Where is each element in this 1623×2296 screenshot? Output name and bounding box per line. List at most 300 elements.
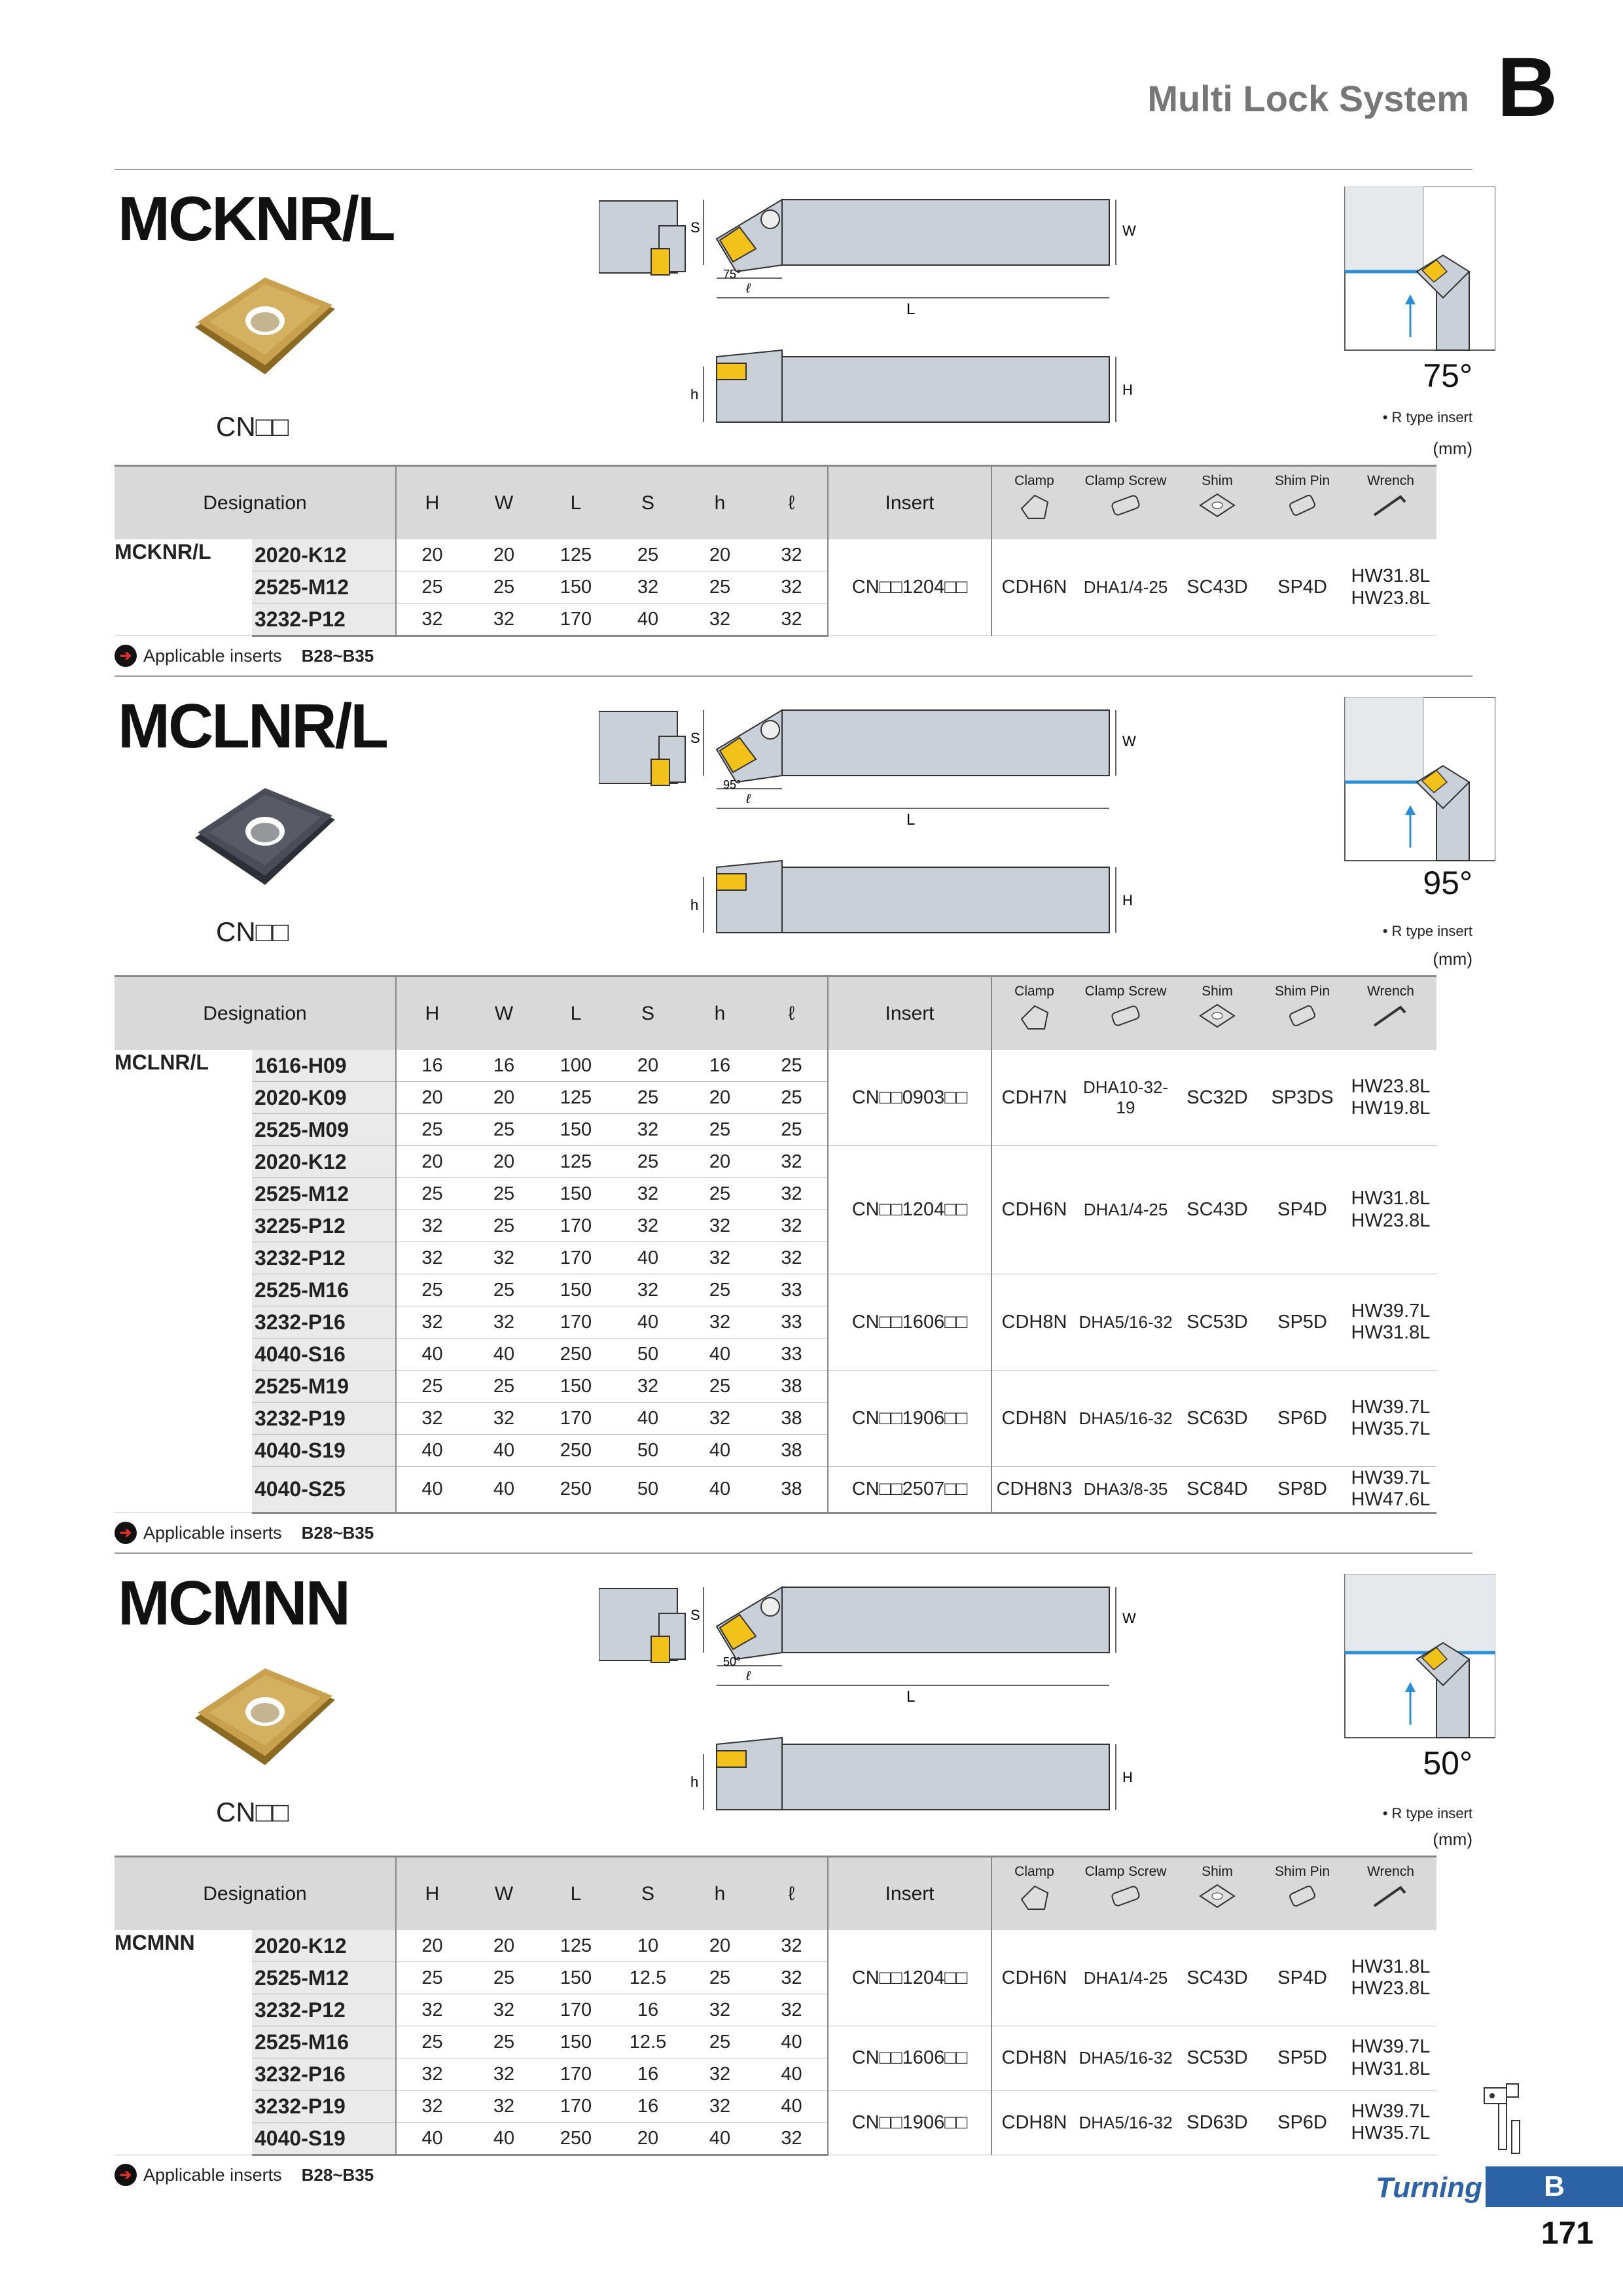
dim-cell: 25 <box>468 1962 540 1994</box>
table-row <box>115 1371 1436 1403</box>
col-S: S <box>612 466 684 540</box>
dim-cell: 32 <box>756 603 828 636</box>
clamp-cell: CDH7N <box>991 1050 1077 1146</box>
dim-cell: 25 <box>612 1146 684 1178</box>
dim-cell: 32 <box>396 603 468 636</box>
applicable-inserts-link[interactable] <box>115 645 374 667</box>
wrench-1: HW39.7L <box>1351 2036 1431 2058</box>
dim-cell: 25 <box>468 1178 540 1210</box>
designation-code: 2525-M19 <box>252 1371 396 1403</box>
wrench-1: HW39.7L <box>1351 1396 1431 1418</box>
applicable-inserts-link[interactable] <box>115 1522 374 1544</box>
dim-cell: 40 <box>612 1242 684 1274</box>
dim-cell: 20 <box>684 1930 756 1962</box>
col-W: W <box>468 466 540 540</box>
dim-cell: 25 <box>396 1178 468 1210</box>
clamp-screw-cell: DHA5/16-32 <box>1077 1274 1175 1371</box>
dim-cell: 25 <box>684 571 756 603</box>
designation-code: 3232-P16 <box>252 1306 396 1338</box>
tool-dimension-drawing <box>599 697 1495 962</box>
dim-cell: 25 <box>612 1082 684 1114</box>
designation-code: 3225-P12 <box>252 1210 396 1242</box>
dim-cell: 32 <box>684 1403 756 1435</box>
designation-code: 2020-K09 <box>252 1082 396 1114</box>
wrench-cell <box>1345 1050 1436 1146</box>
spec-table <box>115 975 1436 1514</box>
wrench-1: HW39.7L <box>1351 2100 1431 2122</box>
col-shim <box>1175 466 1260 540</box>
clamp-cell: CDH8N <box>991 2026 1077 2090</box>
clamp-cell: CDH8N <box>991 1371 1077 1467</box>
dim-cell: 25 <box>468 1114 540 1146</box>
dim-cell: 32 <box>468 1403 540 1435</box>
insert-cell: CN□□1906□□ <box>828 2090 991 2155</box>
dim-cell: 16 <box>396 1050 468 1082</box>
dim-cell: 25 <box>684 1962 756 1994</box>
dim-cell: 25 <box>396 1962 468 1994</box>
fig-label-hh: H <box>1122 382 1133 398</box>
dim-cell: 25 <box>468 2026 540 2058</box>
designation-code: 4040-S16 <box>252 1338 396 1371</box>
dim-cell: 20 <box>396 1930 468 1962</box>
clamp-screw-cell: DHA10-32-19 <box>1077 1050 1175 1146</box>
fig-label-h: h <box>690 386 699 403</box>
approach-angle: 95° <box>1423 865 1472 901</box>
col-L: L <box>540 1857 612 1931</box>
col-h: h <box>684 466 756 540</box>
col-label: Clamp Screw <box>1084 473 1167 488</box>
col-label: Clamp <box>1014 473 1054 488</box>
spec-table <box>115 465 1436 637</box>
dim-cell: 20 <box>684 1146 756 1178</box>
section-divider <box>115 169 1472 170</box>
shim-pin-icon <box>1260 489 1344 526</box>
dim-cell: 40 <box>756 2058 828 2090</box>
dim-cell: 50 <box>612 1467 684 1513</box>
dim-cell: 33 <box>756 1338 828 1371</box>
col-insert: Insert <box>828 977 991 1050</box>
table-row <box>115 539 1436 571</box>
col-label: Clamp <box>1014 984 1054 999</box>
wrench-2: HW35.7L <box>1351 2123 1431 2144</box>
wrench-1: HW31.8L <box>1351 1188 1431 1210</box>
insert-code: CN□□ <box>216 916 289 947</box>
col-L: L <box>540 977 612 1050</box>
dim-cell: 125 <box>540 1146 612 1178</box>
shim-cell: SC53D <box>1175 2026 1260 2090</box>
dim-cell: 250 <box>540 1435 612 1467</box>
wrench-1: HW23.8L <box>1351 1075 1431 1097</box>
dim-cell: 32 <box>468 1994 540 2026</box>
wrench-2: HW47.6L <box>1351 1489 1431 1511</box>
shim-pin-cell: SP4D <box>1260 1146 1345 1274</box>
dim-cell: 40 <box>612 1306 684 1338</box>
fig-label-angle: 95° <box>723 778 741 791</box>
col-label: Wrench <box>1367 473 1414 488</box>
dim-cell: 32 <box>396 1403 468 1435</box>
wrench-1: HW39.7L <box>1351 1300 1431 1321</box>
dim-cell: 16 <box>684 1050 756 1082</box>
dim-cell: 32 <box>396 1994 468 2026</box>
designation-code: 4040-S25 <box>252 1467 396 1513</box>
shim-pin-cell: SP6D <box>1260 1371 1345 1467</box>
turning-tool-icon <box>1479 2081 1551 2160</box>
dim-cell: 20 <box>468 1146 540 1178</box>
footer-tab[interactable]: B <box>1486 2166 1623 2207</box>
col-H: H <box>396 466 468 540</box>
shim-pin-cell: SP6D <box>1260 2090 1345 2155</box>
col-h: h <box>684 1857 756 1931</box>
spec-table <box>115 1856 1436 2156</box>
col-clamp <box>991 977 1077 1050</box>
dim-cell: 170 <box>540 1403 612 1435</box>
section-title: MCMNN <box>118 1568 349 1638</box>
col-shim-pin <box>1260 1857 1345 1931</box>
col-clamp <box>991 1857 1077 1931</box>
applicable-label: Applicable inserts <box>143 645 282 666</box>
applicable-inserts-link[interactable] <box>115 2164 374 2186</box>
dim-cell: 16 <box>468 1050 540 1082</box>
clamp-screw-cell: DHA1/4-25 <box>1077 1930 1175 2026</box>
col-wrench <box>1345 466 1436 540</box>
fig-label-hh: H <box>1122 1769 1133 1785</box>
col-H: H <box>396 1857 468 1931</box>
dim-cell: 150 <box>540 1114 612 1146</box>
dim-cell: 20 <box>468 1082 540 1114</box>
shim-pin-cell: SP5D <box>1260 2026 1345 2090</box>
r-type-note: • R type insert <box>1382 923 1472 939</box>
fig-label-h: h <box>690 1774 699 1790</box>
wrench-cell <box>1345 539 1436 636</box>
shim-pin-icon <box>1260 999 1344 1036</box>
wrench-2: HW23.8L <box>1351 587 1431 609</box>
designation-code: 2525-M16 <box>252 1274 396 1306</box>
dim-cell: 12.5 <box>612 1962 684 1994</box>
dim-cell: 16 <box>612 1994 684 2026</box>
fig-label-lsmall: ℓ <box>746 1669 751 1683</box>
dim-cell: 100 <box>540 1050 612 1082</box>
col-label: Wrench <box>1367 1864 1414 1879</box>
dim-cell: 25 <box>468 1274 540 1306</box>
designation-code: 3232-P16 <box>252 2058 396 2090</box>
dim-cell: 32 <box>612 1371 684 1403</box>
table-row <box>115 1467 1436 1513</box>
dim-cell: 20 <box>468 1930 540 1962</box>
dim-cell: 40 <box>612 603 684 636</box>
dim-cell: 32 <box>684 1242 756 1274</box>
fig-label-l: L <box>906 811 916 829</box>
dim-cell: 20 <box>468 539 540 571</box>
dim-cell: 20 <box>684 539 756 571</box>
dim-cell: 150 <box>540 571 612 603</box>
dim-cell: 32 <box>612 1274 684 1306</box>
applicable-ref: B28~B35 <box>301 1522 374 1543</box>
shim-pin-icon <box>1260 1880 1344 1916</box>
dim-cell: 40 <box>468 1467 540 1513</box>
clamp-screw-icon <box>1077 1880 1174 1916</box>
dim-cell: 40 <box>396 1338 468 1371</box>
clamp-cell: CDH6N <box>991 539 1077 636</box>
dim-cell: 25 <box>396 1274 468 1306</box>
dim-cell: 170 <box>540 603 612 636</box>
designation-code: 1616-H09 <box>252 1050 396 1082</box>
dim-cell: 20 <box>396 1082 468 1114</box>
dim-cell: 50 <box>612 1338 684 1371</box>
designation-code: 2525-M12 <box>252 1178 396 1210</box>
fig-label-w: W <box>1122 1610 1136 1626</box>
designation-code: 3232-P12 <box>252 603 396 636</box>
dim-cell: 32 <box>396 2090 468 2123</box>
table-row <box>115 2026 1436 2058</box>
col-l: ℓ <box>756 977 828 1050</box>
dim-cell: 16 <box>612 2090 684 2123</box>
dim-cell: 125 <box>540 539 612 571</box>
dim-cell: 25 <box>396 2026 468 2058</box>
shim-icon <box>1175 999 1259 1036</box>
table-row <box>115 1274 1436 1306</box>
col-clamp-screw <box>1077 466 1175 540</box>
r-type-note: • R type insert <box>1382 409 1472 425</box>
col-wrench <box>1345 1857 1436 1931</box>
insert-code: CN□□ <box>216 1797 289 1827</box>
dim-cell: 25 <box>468 1371 540 1403</box>
dim-cell: 33 <box>756 1306 828 1338</box>
fig-label-angle: 50° <box>723 1655 741 1668</box>
clamp-icon <box>993 489 1076 526</box>
wrench-cell <box>1345 2026 1436 2090</box>
dim-cell: 170 <box>540 2090 612 2123</box>
section-title: MCKNR/L <box>118 184 394 254</box>
dim-cell: 38 <box>756 1467 828 1513</box>
designation-code: 3232-P19 <box>252 2090 396 2123</box>
insert-image <box>190 785 340 893</box>
dim-cell: 32 <box>468 2090 540 2123</box>
shim-cell: SC43D <box>1175 1930 1260 2026</box>
shim-pin-cell: SP5D <box>1260 1274 1345 1371</box>
fig-label-w: W <box>1122 733 1136 749</box>
fig-label-s: S <box>690 219 700 236</box>
dim-cell: 40 <box>396 1467 468 1513</box>
dim-cell: 40 <box>468 1338 540 1371</box>
col-label: Shim Pin <box>1274 984 1330 999</box>
dim-cell: 40 <box>684 1435 756 1467</box>
dim-cell: 32 <box>756 1210 828 1242</box>
designation-code: 3232-P19 <box>252 1403 396 1435</box>
approach-angle: 50° <box>1423 1745 1472 1782</box>
wrench-cell <box>1345 1146 1436 1274</box>
dim-cell: 40 <box>396 2123 468 2155</box>
dim-cell: 10 <box>612 1930 684 1962</box>
wrench-2: HW35.7L <box>1351 1418 1431 1439</box>
designation-code: 4040-S19 <box>252 1435 396 1467</box>
approach-angle: 75° <box>1423 357 1472 394</box>
wrench-1: HW39.7L <box>1351 1467 1431 1488</box>
dim-cell: 170 <box>540 1994 612 2026</box>
clamp-cell: CDH8N3 <box>991 1467 1077 1513</box>
dim-cell: 12.5 <box>612 2026 684 2058</box>
dim-cell: 32 <box>468 2058 540 2090</box>
dim-cell: 25 <box>396 1371 468 1403</box>
col-label: Clamp <box>1014 1864 1054 1879</box>
dim-cell: 20 <box>396 1146 468 1178</box>
dim-cell: 16 <box>612 2058 684 2090</box>
dim-cell: 25 <box>756 1050 828 1082</box>
designation-code: 3232-P12 <box>252 1242 396 1274</box>
col-label: Shim Pin <box>1274 473 1330 488</box>
dim-cell: 150 <box>540 2026 612 2058</box>
dim-cell: 25 <box>756 1082 828 1114</box>
designation-code: 4040-S19 <box>252 2123 396 2155</box>
shim-pin-cell: SP8D <box>1260 1467 1345 1513</box>
dim-cell: 170 <box>540 2058 612 2090</box>
dim-cell: 20 <box>684 1082 756 1114</box>
section-divider <box>115 1552 1472 1554</box>
clamp-screw-cell: DHA1/4-25 <box>1077 1146 1175 1274</box>
designation-code: 2020-K12 <box>252 1146 396 1178</box>
dim-cell: 250 <box>540 2123 612 2155</box>
clamp-icon <box>993 999 1076 1036</box>
dim-cell: 25 <box>684 1114 756 1146</box>
r-type-note: • R type insert <box>1382 1805 1472 1821</box>
dim-cell: 38 <box>756 1371 828 1403</box>
wrench-icon <box>1346 489 1436 526</box>
table-row <box>115 2090 1436 2123</box>
page-number: 171 <box>1541 2216 1594 2251</box>
col-designation: Designation <box>115 1857 396 1931</box>
col-label: Clamp Screw <box>1084 984 1167 999</box>
dim-cell: 32 <box>756 1994 828 2026</box>
fig-label-s: S <box>690 1607 700 1623</box>
col-label: Shim <box>1202 984 1233 999</box>
table-row <box>115 1050 1436 1082</box>
wrench-1: HW31.8L <box>1351 1956 1431 1977</box>
insert-cell: CN□□1606□□ <box>828 2026 991 2090</box>
col-insert: Insert <box>828 466 991 540</box>
col-insert: Insert <box>828 1857 991 1931</box>
dim-cell: 125 <box>540 1082 612 1114</box>
series-name: MCKNR/L <box>115 539 252 636</box>
dim-cell: 32 <box>468 1306 540 1338</box>
series-name: MCMNN <box>115 1930 252 2155</box>
shim-cell: SC63D <box>1175 1371 1260 1467</box>
col-label: Wrench <box>1367 984 1414 999</box>
wrench-cell <box>1345 1371 1436 1467</box>
dim-cell: 40 <box>684 2123 756 2155</box>
dim-cell: 40 <box>612 1403 684 1435</box>
col-S: S <box>612 1857 684 1931</box>
insert-cell: CN□□0903□□ <box>828 1050 991 1146</box>
dim-cell: 32 <box>756 1962 828 1994</box>
dim-cell: 125 <box>540 1930 612 1962</box>
dim-cell: 40 <box>684 1467 756 1513</box>
dim-cell: 32 <box>684 2058 756 2090</box>
wrench-icon <box>1346 1880 1436 1916</box>
insert-cell: CN□□1204□□ <box>828 1146 991 1274</box>
insert-cell: CN□□1204□□ <box>828 539 991 636</box>
dim-cell: 250 <box>540 1467 612 1513</box>
dim-cell: 32 <box>756 571 828 603</box>
col-l: ℓ <box>756 466 828 540</box>
wrench-2: HW23.8L <box>1351 1978 1431 1999</box>
dim-cell: 40 <box>684 1338 756 1371</box>
table-row <box>115 1146 1436 1178</box>
dim-cell: 32 <box>756 1930 828 1962</box>
unit-note: (mm) <box>1433 1829 1472 1849</box>
dim-cell: 25 <box>684 1274 756 1306</box>
dim-cell: 20 <box>396 539 468 571</box>
shim-cell: SC32D <box>1175 1050 1260 1146</box>
designation-code: 2525-M16 <box>252 2026 396 2058</box>
shim-cell: SC84D <box>1175 1467 1260 1513</box>
col-designation: Designation <box>115 977 396 1050</box>
dim-cell: 32 <box>756 2123 828 2155</box>
insert-cell: CN□□1606□□ <box>828 1274 991 1371</box>
insert-code: CN□□ <box>216 411 289 442</box>
wrench-2: HW19.8L <box>1351 1098 1431 1119</box>
clamp-screw-icon <box>1077 999 1174 1036</box>
wrench-1: HW31.8L <box>1351 565 1431 587</box>
table-row <box>115 1930 1436 1962</box>
col-shim-pin <box>1260 977 1345 1050</box>
col-S: S <box>612 977 684 1050</box>
dim-cell: 170 <box>540 1306 612 1338</box>
fig-label-s: S <box>690 730 700 746</box>
fig-label-hh: H <box>1122 892 1133 908</box>
dim-cell: 32 <box>468 603 540 636</box>
wrench-cell <box>1345 1930 1436 2026</box>
dim-cell: 150 <box>540 1962 612 1994</box>
section-divider <box>115 675 1472 677</box>
dim-cell: 150 <box>540 1371 612 1403</box>
section-title: MCLNR/L <box>118 691 387 761</box>
dim-cell: 25 <box>468 1210 540 1242</box>
dim-cell: 40 <box>396 1435 468 1467</box>
clamp-icon <box>993 1880 1076 1916</box>
dim-cell: 40 <box>468 2123 540 2155</box>
col-clamp-screw <box>1077 977 1175 1050</box>
dim-cell: 25 <box>684 1371 756 1403</box>
clamp-screw-cell: DHA3/8-35 <box>1077 1467 1175 1513</box>
dim-cell: 33 <box>756 1274 828 1306</box>
fig-label-l: L <box>906 1688 916 1706</box>
dim-cell: 32 <box>612 1114 684 1146</box>
dim-cell: 170 <box>540 1242 612 1274</box>
arrow-right-icon: ➔ <box>115 645 137 667</box>
tool-dimension-drawing <box>599 1574 1495 1839</box>
clamp-screw-icon <box>1077 489 1174 526</box>
col-shim-pin <box>1260 466 1345 540</box>
col-H: H <box>396 977 468 1050</box>
dim-cell: 38 <box>756 1403 828 1435</box>
col-h: h <box>684 977 756 1050</box>
dim-cell: 32 <box>684 603 756 636</box>
shim-cell: SD63D <box>1175 2090 1260 2155</box>
clamp-cell: CDH6N <box>991 1930 1077 2026</box>
col-clamp-screw <box>1077 1857 1175 1931</box>
designation-code: 2525-M12 <box>252 571 396 603</box>
dim-cell: 25 <box>756 1114 828 1146</box>
series-name: MCLNR/L <box>115 1050 252 1513</box>
col-label: Shim Pin <box>1274 1864 1330 1879</box>
col-l: ℓ <box>756 1857 828 1931</box>
clamp-screw-cell: DHA1/4-25 <box>1077 539 1175 636</box>
dim-cell: 32 <box>468 1242 540 1274</box>
fig-label-lsmall: ℓ <box>746 281 751 296</box>
dim-cell: 40 <box>756 2026 828 2058</box>
dim-cell: 150 <box>540 1178 612 1210</box>
shim-cell: SC43D <box>1175 539 1260 636</box>
col-W: W <box>468 977 540 1050</box>
